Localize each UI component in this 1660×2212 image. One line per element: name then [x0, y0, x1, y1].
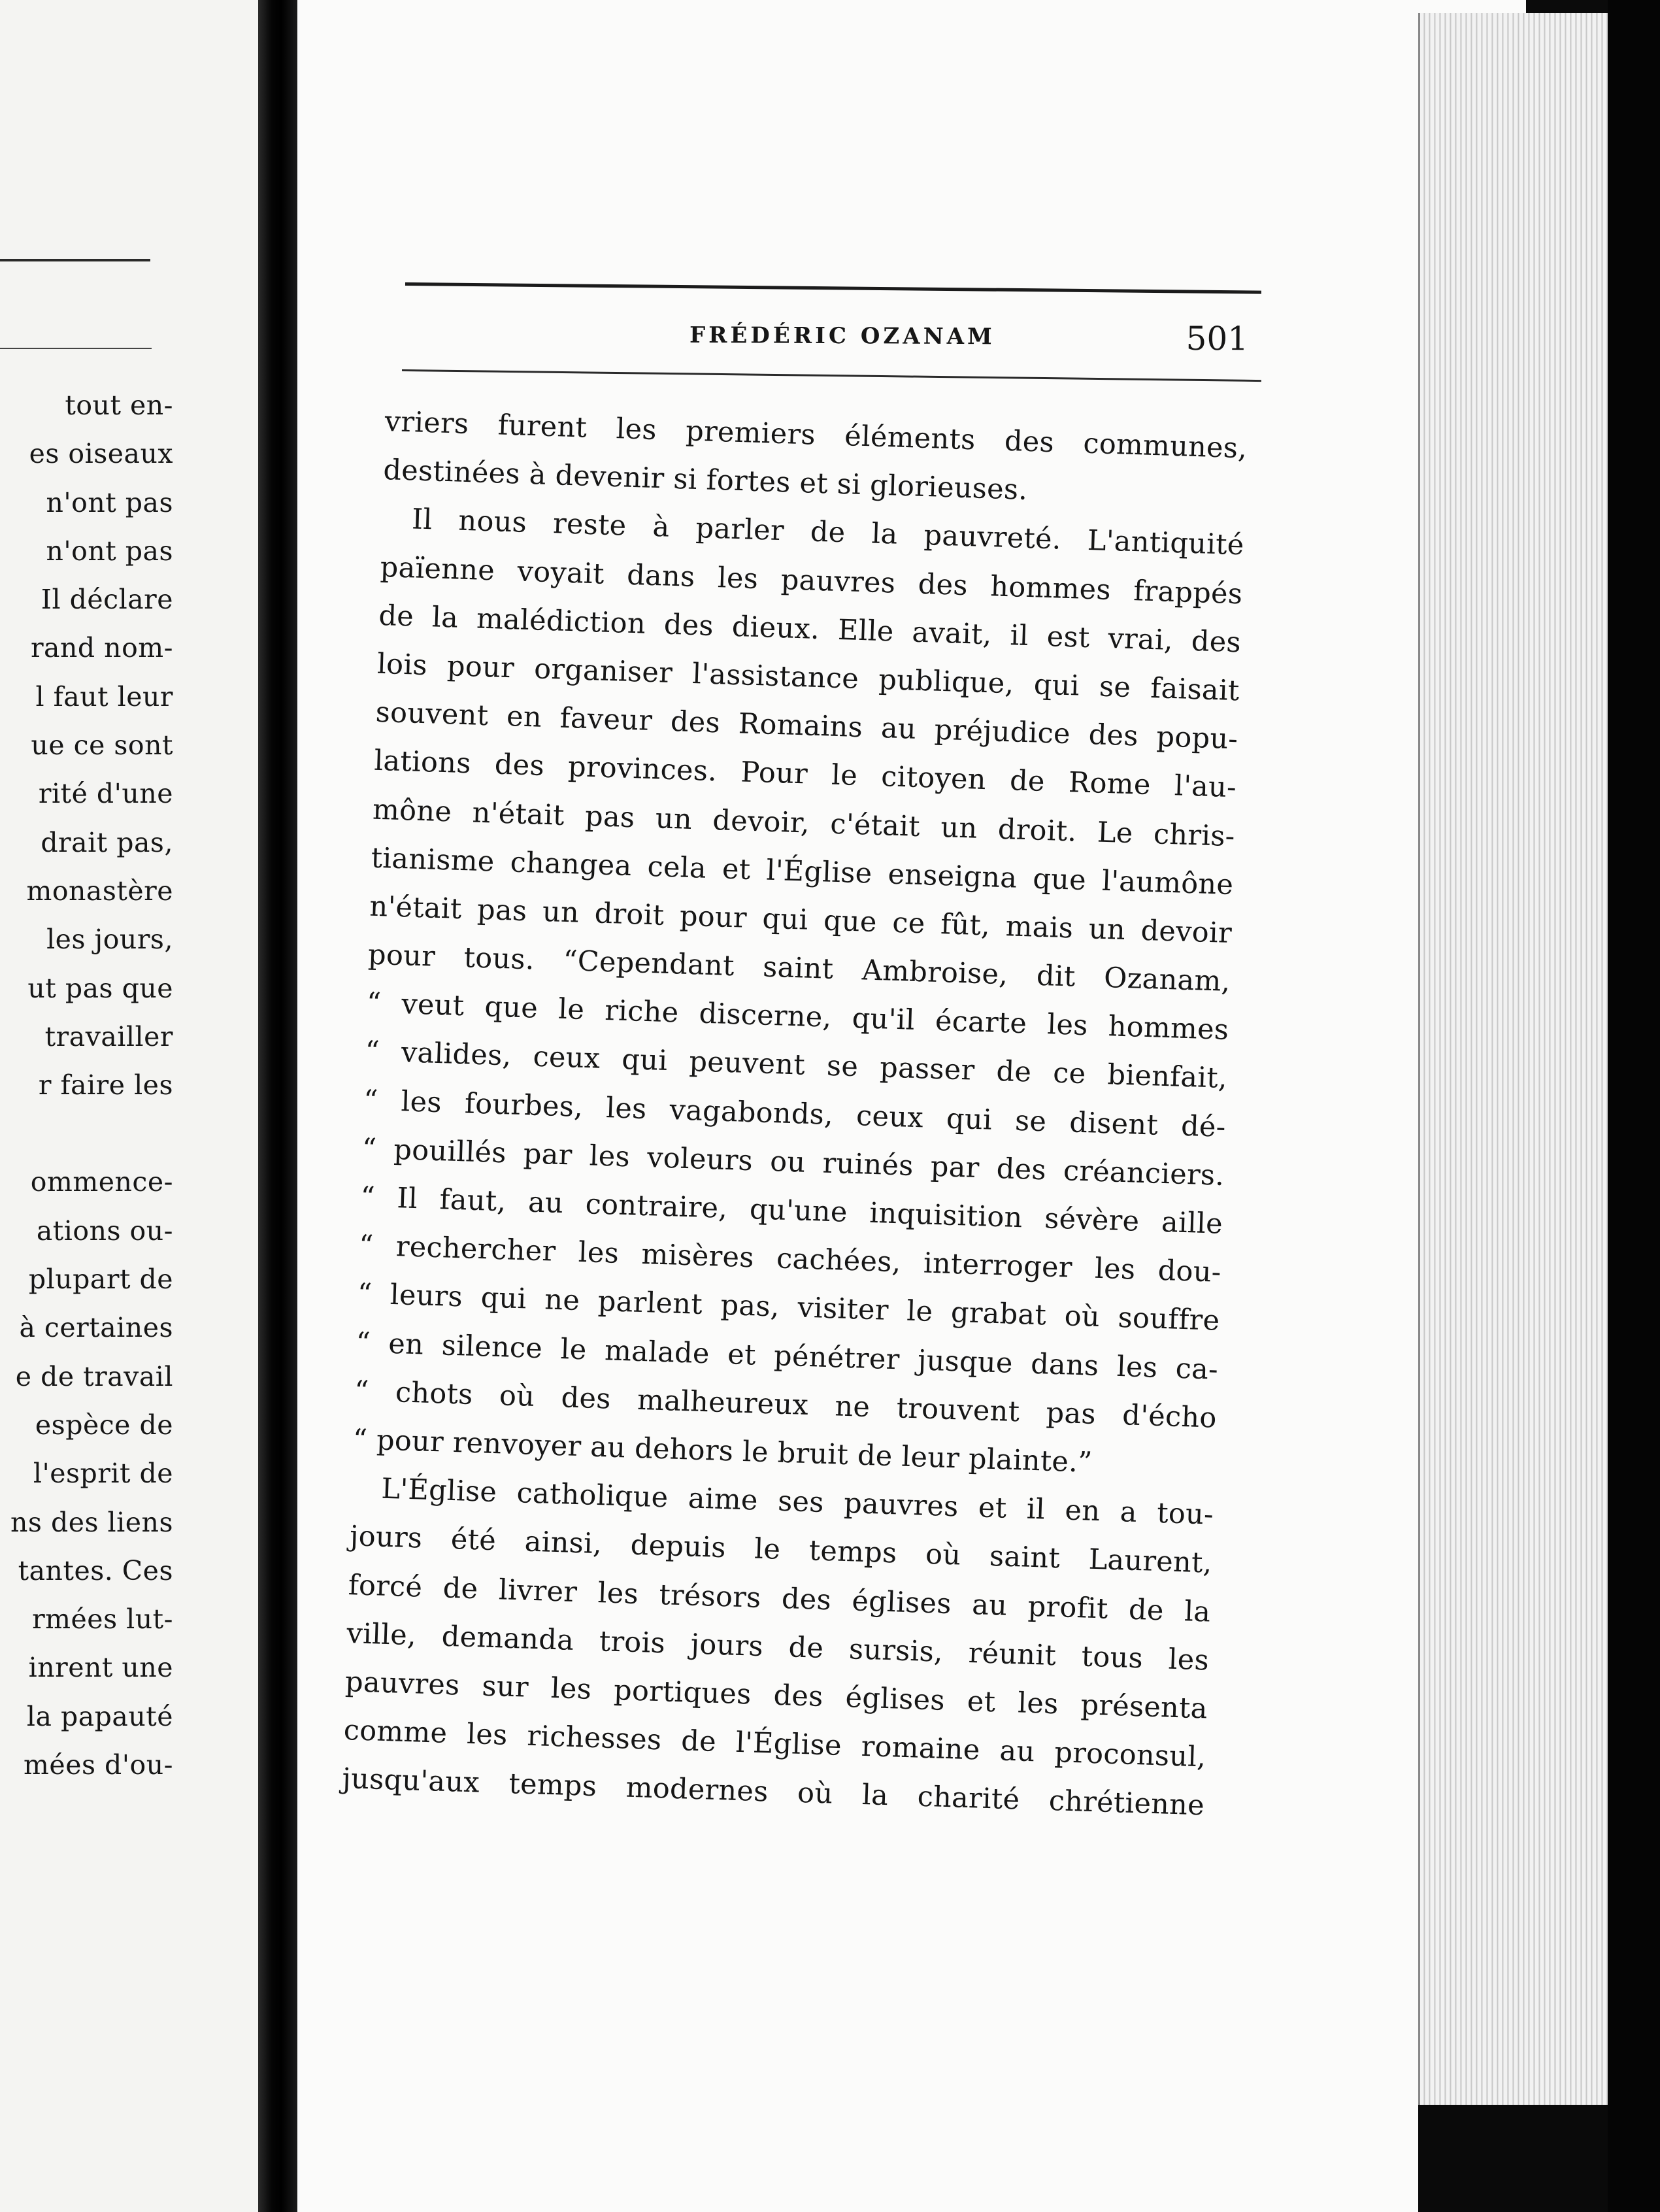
left-text-line: drait pas,	[41, 826, 173, 858]
left-text-line: ommence-	[30, 1166, 173, 1198]
body-line: de la malédiction des dieux. Elle avait, il est vrai, des	[378, 599, 1242, 660]
page-fore-edge	[1418, 13, 1610, 2105]
left-text-line: tout en-	[65, 390, 173, 421]
body-line: “ valides, ceux qui peuvent se passer de ce bienfait,	[364, 1035, 1228, 1096]
left-text-line: rité d'une	[38, 778, 173, 810]
body-line: “ Il faut, au contraire, qu'une inquisition sévère aille	[359, 1181, 1223, 1241]
left-text-line: les jours,	[46, 924, 173, 956]
left-text-line: r faire les	[38, 1069, 173, 1101]
bottom-shadow	[1418, 2105, 1608, 2212]
left-text-line: es oiseaux	[29, 438, 173, 470]
left-text-line: à certaines	[19, 1312, 173, 1344]
body-line: “ en silence le malade et pénétrer jusque dans les ca-	[355, 1326, 1219, 1386]
body-line: jours été ainsi, depuis le temps où saint Laurent,	[349, 1520, 1213, 1580]
running-head	[405, 317, 1255, 367]
body-line: forcé de livrer les trésors des églises au profit de la	[348, 1568, 1212, 1629]
body-line: lations des provinces. Pour le citoyen de Rome l'au-	[373, 745, 1237, 805]
left-text-line	[0, 1109, 173, 1158]
body-line: “ pour renvoyer au dehors le bruit de leur plainte.”	[352, 1423, 1093, 1479]
left-text-line: plupart de	[28, 1264, 173, 1296]
body-line: pour tous. “Cependant saint Ambroise, dit Ozanam,	[367, 938, 1231, 999]
left-text-line: e de travail	[15, 1360, 173, 1392]
left-text-line: rand nom-	[30, 632, 173, 664]
body-line: destinées à devenir si fortes et si glorieuses.	[382, 454, 1029, 507]
book-gutter	[258, 0, 297, 2212]
body-line: Il nous reste à parler de la pauvreté. L'antiquité	[411, 503, 1245, 562]
left-text-line: mées d'ou-	[24, 1749, 173, 1781]
body-line: “ leurs qui ne parlent pas, visiter le grabat où souffre	[357, 1277, 1221, 1338]
right-shadow	[1608, 0, 1660, 2212]
body-line: n'était pas un droit pour qui que ce fût, mais un devoir	[369, 890, 1233, 950]
left-page-rule-thin	[0, 348, 152, 349]
page-number: 501	[1186, 319, 1249, 358]
left-text-line: tantes. Ces	[18, 1554, 173, 1586]
left-text-line: l faut leur	[35, 680, 173, 712]
body-line: païenne voyait dans les pauvres des hommes frappés	[380, 550, 1243, 611]
left-text-line: rmées lut-	[32, 1603, 173, 1635]
left-text-line: l'esprit de	[33, 1458, 173, 1490]
body-line: comme les richesses de l'Église romaine au proconsul,	[343, 1714, 1207, 1774]
body-line: “ les fourbes, les vagabonds, ceux qui se disent dé-	[363, 1084, 1227, 1144]
left-text-line: ue ce sont	[31, 729, 173, 762]
left-text-line: travailler	[44, 1020, 173, 1052]
left-text-line: n'ont pas	[46, 535, 173, 567]
body-line: L'Église catholique aime ses pauvres et il en a tou-	[380, 1472, 1214, 1532]
body-line: pauvres sur les portiques des églises et les présenta	[344, 1665, 1208, 1726]
body-line: “ pouillés par les voleurs ou ruinés par des créanciers.	[361, 1132, 1225, 1192]
body-line: mône n'était pas un devoir, c'était un droit. Le chris-	[372, 793, 1236, 853]
left-text-line: la papauté	[26, 1700, 173, 1732]
body-line: “ veut que le riche discerne, qu'il écarte les hommes	[366, 986, 1230, 1047]
left-text-line: monastère	[26, 875, 173, 907]
left-text-line: espèce de	[35, 1409, 173, 1441]
running-title: FRÉDÉRIC OZANAM	[689, 322, 995, 350]
left-text-line: ut pas que	[27, 972, 173, 1004]
body-line: tianisme changea cela et l'Église enseigna que l'aumône	[371, 841, 1234, 901]
body-line: “ chots où des malheureux ne trouvent pas d'écho	[354, 1375, 1218, 1435]
body-line: lois pour organiser l'assistance publique, qui se faisait	[376, 647, 1240, 708]
body-line: ville, demanda trois jours de sursis, réunit tous les	[346, 1617, 1210, 1677]
body-line: “ rechercher les misères cachées, interroger les dou-	[358, 1229, 1222, 1289]
body-text	[341, 397, 1248, 1830]
left-text-line: ations ou-	[36, 1215, 173, 1247]
left-page	[0, 0, 258, 2212]
left-page-text	[0, 381, 173, 1789]
left-text-line: ns des liens	[10, 1506, 173, 1538]
left-page-rule	[0, 259, 150, 261]
body-line: souvent en faveur des Romains au préjudice des popu-	[375, 695, 1238, 756]
left-text-line: n'ont pas	[46, 486, 173, 518]
left-text-line: Il déclare	[41, 584, 173, 616]
body-line: vriers furent les premiers éléments des communes,	[384, 405, 1248, 465]
body-line: jusqu'aux temps modernes où la charité chrétienne	[341, 1762, 1205, 1822]
left-text-line: inrent une	[28, 1652, 173, 1684]
